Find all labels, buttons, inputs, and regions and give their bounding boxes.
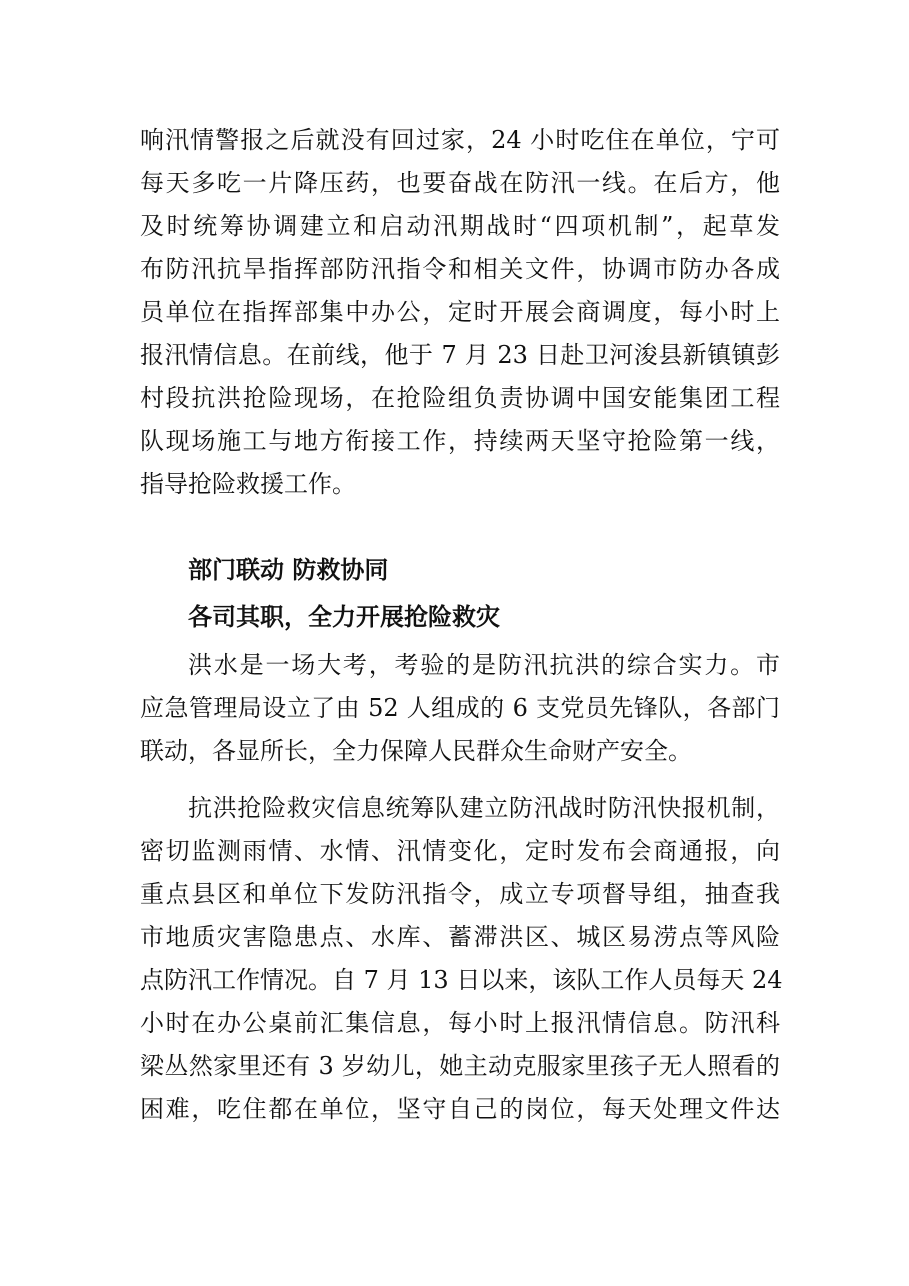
paragraph-3-line-3: 重点县区和单位下发防汛指令，成立专项督导组，抽查我 xyxy=(140,880,780,908)
paragraph-3-line-8: 困难，吃住都在单位，坚守自己的岗位，每天处理文件达 xyxy=(140,1095,780,1123)
section-heading: 部门联动 防救协同 xyxy=(188,556,389,584)
paragraph-1-line-1: 响汛情警报之后就没有回过家，24 小时吃住在单位，宁可 xyxy=(140,126,780,154)
paragraph-2-line-3: 联动，各显所长，全力保障人民群众生命财产安全。 xyxy=(140,737,692,765)
paragraph-1-line-5: 员单位在指挥部集中办公，定时开展会商调度，每小时上 xyxy=(140,298,780,326)
paragraph-3-line-5: 点防汛工作情况。自 7 月 13 日以来，该队工作人员每天 24 xyxy=(140,966,783,994)
paragraph-3-line-4: 市地质灾害隐患点、水库、蓄滞洪区、城区易涝点等风险 xyxy=(140,923,780,951)
paragraph-1-line-3: 及时统筹协调建立和启动汛期战时“四项机制”，起草发 xyxy=(140,212,780,240)
paragraph-2-line-2: 应急管理局设立了由 52 人组成的 6 支党员先锋队，各部门 xyxy=(140,694,780,722)
paragraph-1-line-9: 指导抢险救援工作。 xyxy=(140,470,356,498)
paragraph-1-line-4: 布防汛抗旱指挥部防汛指令和相关文件，协调市防办各成 xyxy=(140,255,780,283)
paragraph-1-line-6: 报汛情信息。在前线，他于 7 月 23 日赴卫河浚县新镇镇彭 xyxy=(140,341,780,369)
paragraph-1-line-7: 村段抗洪抢险现场，在抢险组负责协调中国安能集团工程 xyxy=(140,384,780,412)
paragraph-1-line-2: 每天多吃一片降压药，也要奋战在防汛一线。在后方，他 xyxy=(140,169,780,197)
section-subheading: 各司其职，全力开展抢险救灾 xyxy=(188,603,500,631)
paragraph-3-line-1: 抗洪抢险救灾信息统筹队建立防汛战时防汛快报机制， xyxy=(188,794,780,822)
paragraph-3-line-2: 密切监测雨情、水情、汛情变化，定时发布会商通报，向 xyxy=(140,837,780,865)
paragraph-1-line-8: 队现场施工与地方衔接工作，持续两天坚守抢险第一线， xyxy=(140,427,780,455)
paragraph-2-line-1: 洪水是一场大考，考验的是防汛抗洪的综合实力。市 xyxy=(188,651,780,679)
paragraph-3-line-7: 梁丛然家里还有 3 岁幼儿，她主动克服家里孩子无人照看的 xyxy=(140,1052,780,1080)
paragraph-3-line-6: 小时在办公桌前汇集信息，每小时上报汛情信息。防汛科 xyxy=(140,1009,780,1037)
